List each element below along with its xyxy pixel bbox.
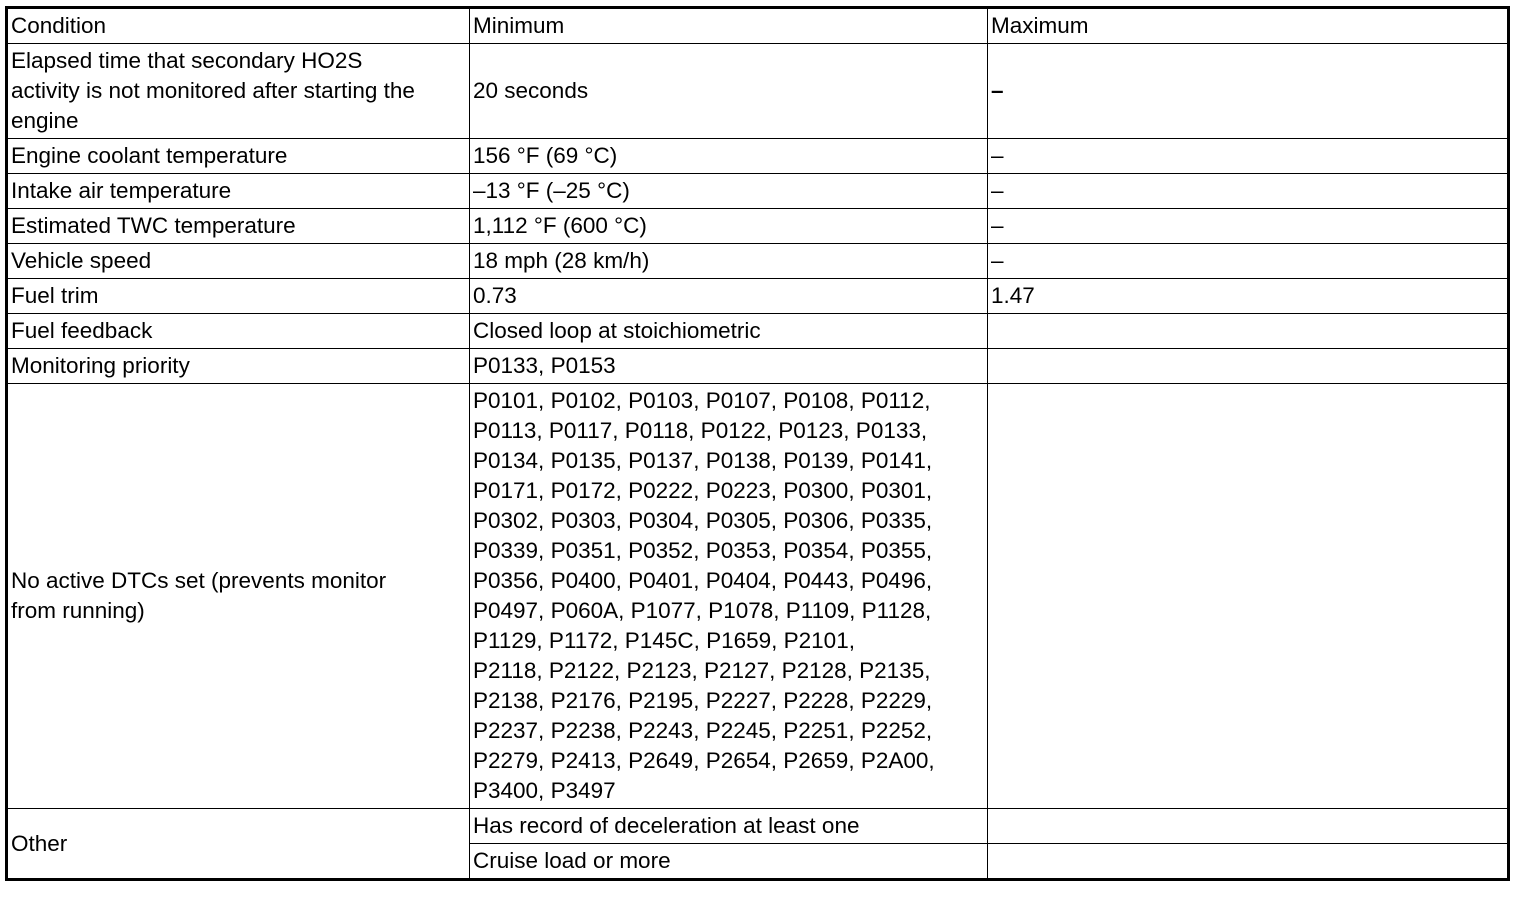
table-row [7, 809, 1509, 844]
table-row [7, 209, 1509, 244]
condition-line: activity is not monitored after starting the [11, 78, 415, 103]
condition-cell: Other [7, 809, 470, 880]
condition-cell: Intake air temperature [7, 174, 470, 209]
condition-line: engine [11, 108, 79, 133]
condition-cell: Vehicle speed [7, 244, 470, 279]
minimum-cell: 1,112 °F (600 °C) [470, 209, 988, 244]
table-row [7, 384, 1509, 809]
maximum-cell [988, 384, 1509, 809]
maximum-cell: – [988, 139, 1509, 174]
dtc-line: P0302, P0303, P0304, P0305, P0306, P0335, [473, 508, 933, 533]
dtc-line: P2118, P2122, P2123, P2127, P2128, P2135, [473, 658, 931, 683]
condition-cell: Monitoring priority [7, 349, 470, 384]
maximum-cell: – [988, 209, 1509, 244]
minimum-cell: Has record of deceleration at least one [470, 809, 988, 844]
conditions-table [5, 6, 1510, 881]
minimum-cell: Closed loop at stoichiometric [470, 314, 988, 349]
dtc-line: P0171, P0172, P0222, P0223, P0300, P0301, [473, 478, 933, 503]
dtc-line: P1129, P1172, P145C, P1659, P2101, [473, 628, 855, 653]
condition-line: Elapsed time that secondary HO2S [11, 48, 363, 73]
table-row [7, 314, 1509, 349]
header-maximum: Maximum [988, 8, 1509, 44]
dtc-line: P0113, P0117, P0118, P0122, P0123, P0133, [473, 418, 928, 443]
minimum-cell: 20 seconds [470, 44, 988, 139]
minimum-cell: 18 mph (28 km/h) [470, 244, 988, 279]
maximum-cell [988, 314, 1509, 349]
minimum-cell: Cruise load or more [470, 844, 988, 880]
dtc-line: P3400, P3497 [473, 778, 616, 803]
maximum-cell: – [988, 244, 1509, 279]
header-minimum: Minimum [470, 8, 988, 44]
condition-cell: Estimated TWC temperature [7, 209, 470, 244]
minimum-cell: 156 °F (69 °C) [470, 139, 988, 174]
maximum-cell [988, 844, 1509, 880]
minimum-cell: 0.73 [470, 279, 988, 314]
condition-cell: Fuel trim [7, 279, 470, 314]
table-row [7, 244, 1509, 279]
condition-cell [7, 384, 470, 809]
minimum-cell: P0133, P0153 [470, 349, 988, 384]
dtc-line: P0497, P060A, P1077, P1078, P1109, P1128, [473, 598, 932, 623]
dtc-line: P2279, P2413, P2649, P2654, P2659, P2A00, [473, 748, 935, 773]
condition-cell [7, 44, 470, 139]
maximum-cell [988, 809, 1509, 844]
condition-cell: Engine coolant temperature [7, 139, 470, 174]
dtc-line: P0356, P0400, P0401, P0404, P0443, P0496, [473, 568, 933, 593]
maximum-cell: 1.47 [988, 279, 1509, 314]
table-row [7, 44, 1509, 139]
table-row [7, 174, 1509, 209]
table-header-row [7, 8, 1509, 44]
dtc-line: P0101, P0102, P0103, P0107, P0108, P0112, [473, 388, 931, 413]
maximum-cell: – [988, 174, 1509, 209]
condition-line: No active DTCs set (prevents monitor [11, 568, 387, 593]
table-row [7, 349, 1509, 384]
maximum-cell: – [988, 44, 1509, 139]
dtc-line: P2237, P2238, P2243, P2245, P2251, P2252, [473, 718, 933, 743]
dtc-line: P0134, P0135, P0137, P0138, P0139, P0141, [473, 448, 933, 473]
table-row [7, 139, 1509, 174]
dtc-line: P0339, P0351, P0352, P0353, P0354, P0355, [473, 538, 933, 563]
header-condition: Condition [7, 8, 470, 44]
table-row [7, 279, 1509, 314]
maximum-cell [988, 349, 1509, 384]
condition-cell: Fuel feedback [7, 314, 470, 349]
dtc-line: P2138, P2176, P2195, P2227, P2228, P2229, [473, 688, 933, 713]
condition-line: from running) [11, 598, 145, 623]
dtc-list-cell [470, 384, 988, 809]
minimum-cell: –13 °F (–25 °C) [470, 174, 988, 209]
